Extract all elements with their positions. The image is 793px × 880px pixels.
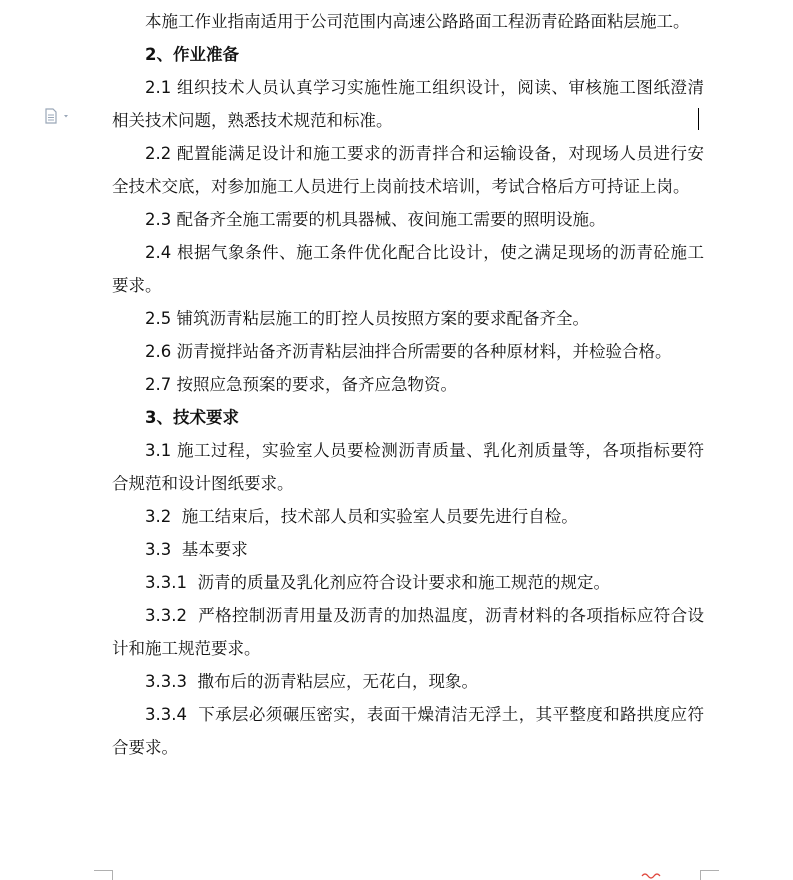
paragraph: 3.1 施工过程，实验室人员要检测沥青质量、乳化剂质量等，各项指标要符合规范和设计图纸要求。: [112, 441, 704, 493]
text-cursor: [698, 108, 699, 130]
paragraph: 3.3.1 沥青的质量及乳化剂应符合设计要求和施工规范的规定。: [145, 573, 610, 592]
paragraph: 2.7 按照应急预案的要求，备齐应急物资。: [145, 375, 457, 394]
paragraph: 2.2 配置能满足设计和施工要求的沥青拌合和运输设备，对现场人员进行安全技术交底，对参加施工人员进行上岗前技术培训，考试合格后方可持证上岗。: [112, 144, 704, 196]
paragraph: 3.3 基本要求: [145, 540, 248, 559]
paragraph: 2.1 组织技术人员认真学习实施性施工组织设计，阅读、审核施工图纸澄清相关技术问题，熟悉技术规范和标准。: [112, 78, 704, 130]
paragraph: 3.2 施工结束后，技术部人员和实验室人员要先进行自检。: [145, 507, 578, 526]
paragraph: 本施工作业指南适用于公司范围内高速公路路面工程沥青砼路面粘层施工。: [145, 12, 690, 31]
section-heading: 3、技术要求: [145, 408, 239, 427]
section-heading: 2、作业准备: [145, 45, 239, 64]
paragraph: 2.3 配备齐全施工需要的机具器械、夜间施工需要的照明设施。: [145, 210, 606, 229]
paragraph: 2.5 铺筑沥青粘层施工的盯控人员按照方案的要求配备齐全。: [145, 309, 589, 328]
chevron-down-icon: [64, 115, 68, 118]
paragraph: 2.6 沥青搅拌站备齐沥青粘层油拌合所需要的各种原材料，并检验合格。: [145, 342, 672, 361]
document-body[interactable]: [112, 5, 704, 764]
paragraph: 3.3.3 撒布后的沥青粘层应，无花白，现象。: [145, 672, 478, 691]
paragraph: 2.4 根据气象条件、施工条件优化配合比设计，使之满足现场的沥青砼施工要求。: [112, 243, 704, 295]
document-icon: [44, 108, 70, 124]
spellcheck-underline: [640, 868, 700, 879]
paragraph: 3.3.2 严格控制沥青用量及沥青的加热温度，沥青材料的各项指标应符合设计和施工规范要求。: [112, 606, 704, 658]
paragraph: 3.3.4 下承层必须碾压密实，表面干燥清洁无浮土，其平整度和路拱度应符合要求。: [112, 705, 704, 757]
paragraph-menu-button[interactable]: [44, 108, 70, 124]
